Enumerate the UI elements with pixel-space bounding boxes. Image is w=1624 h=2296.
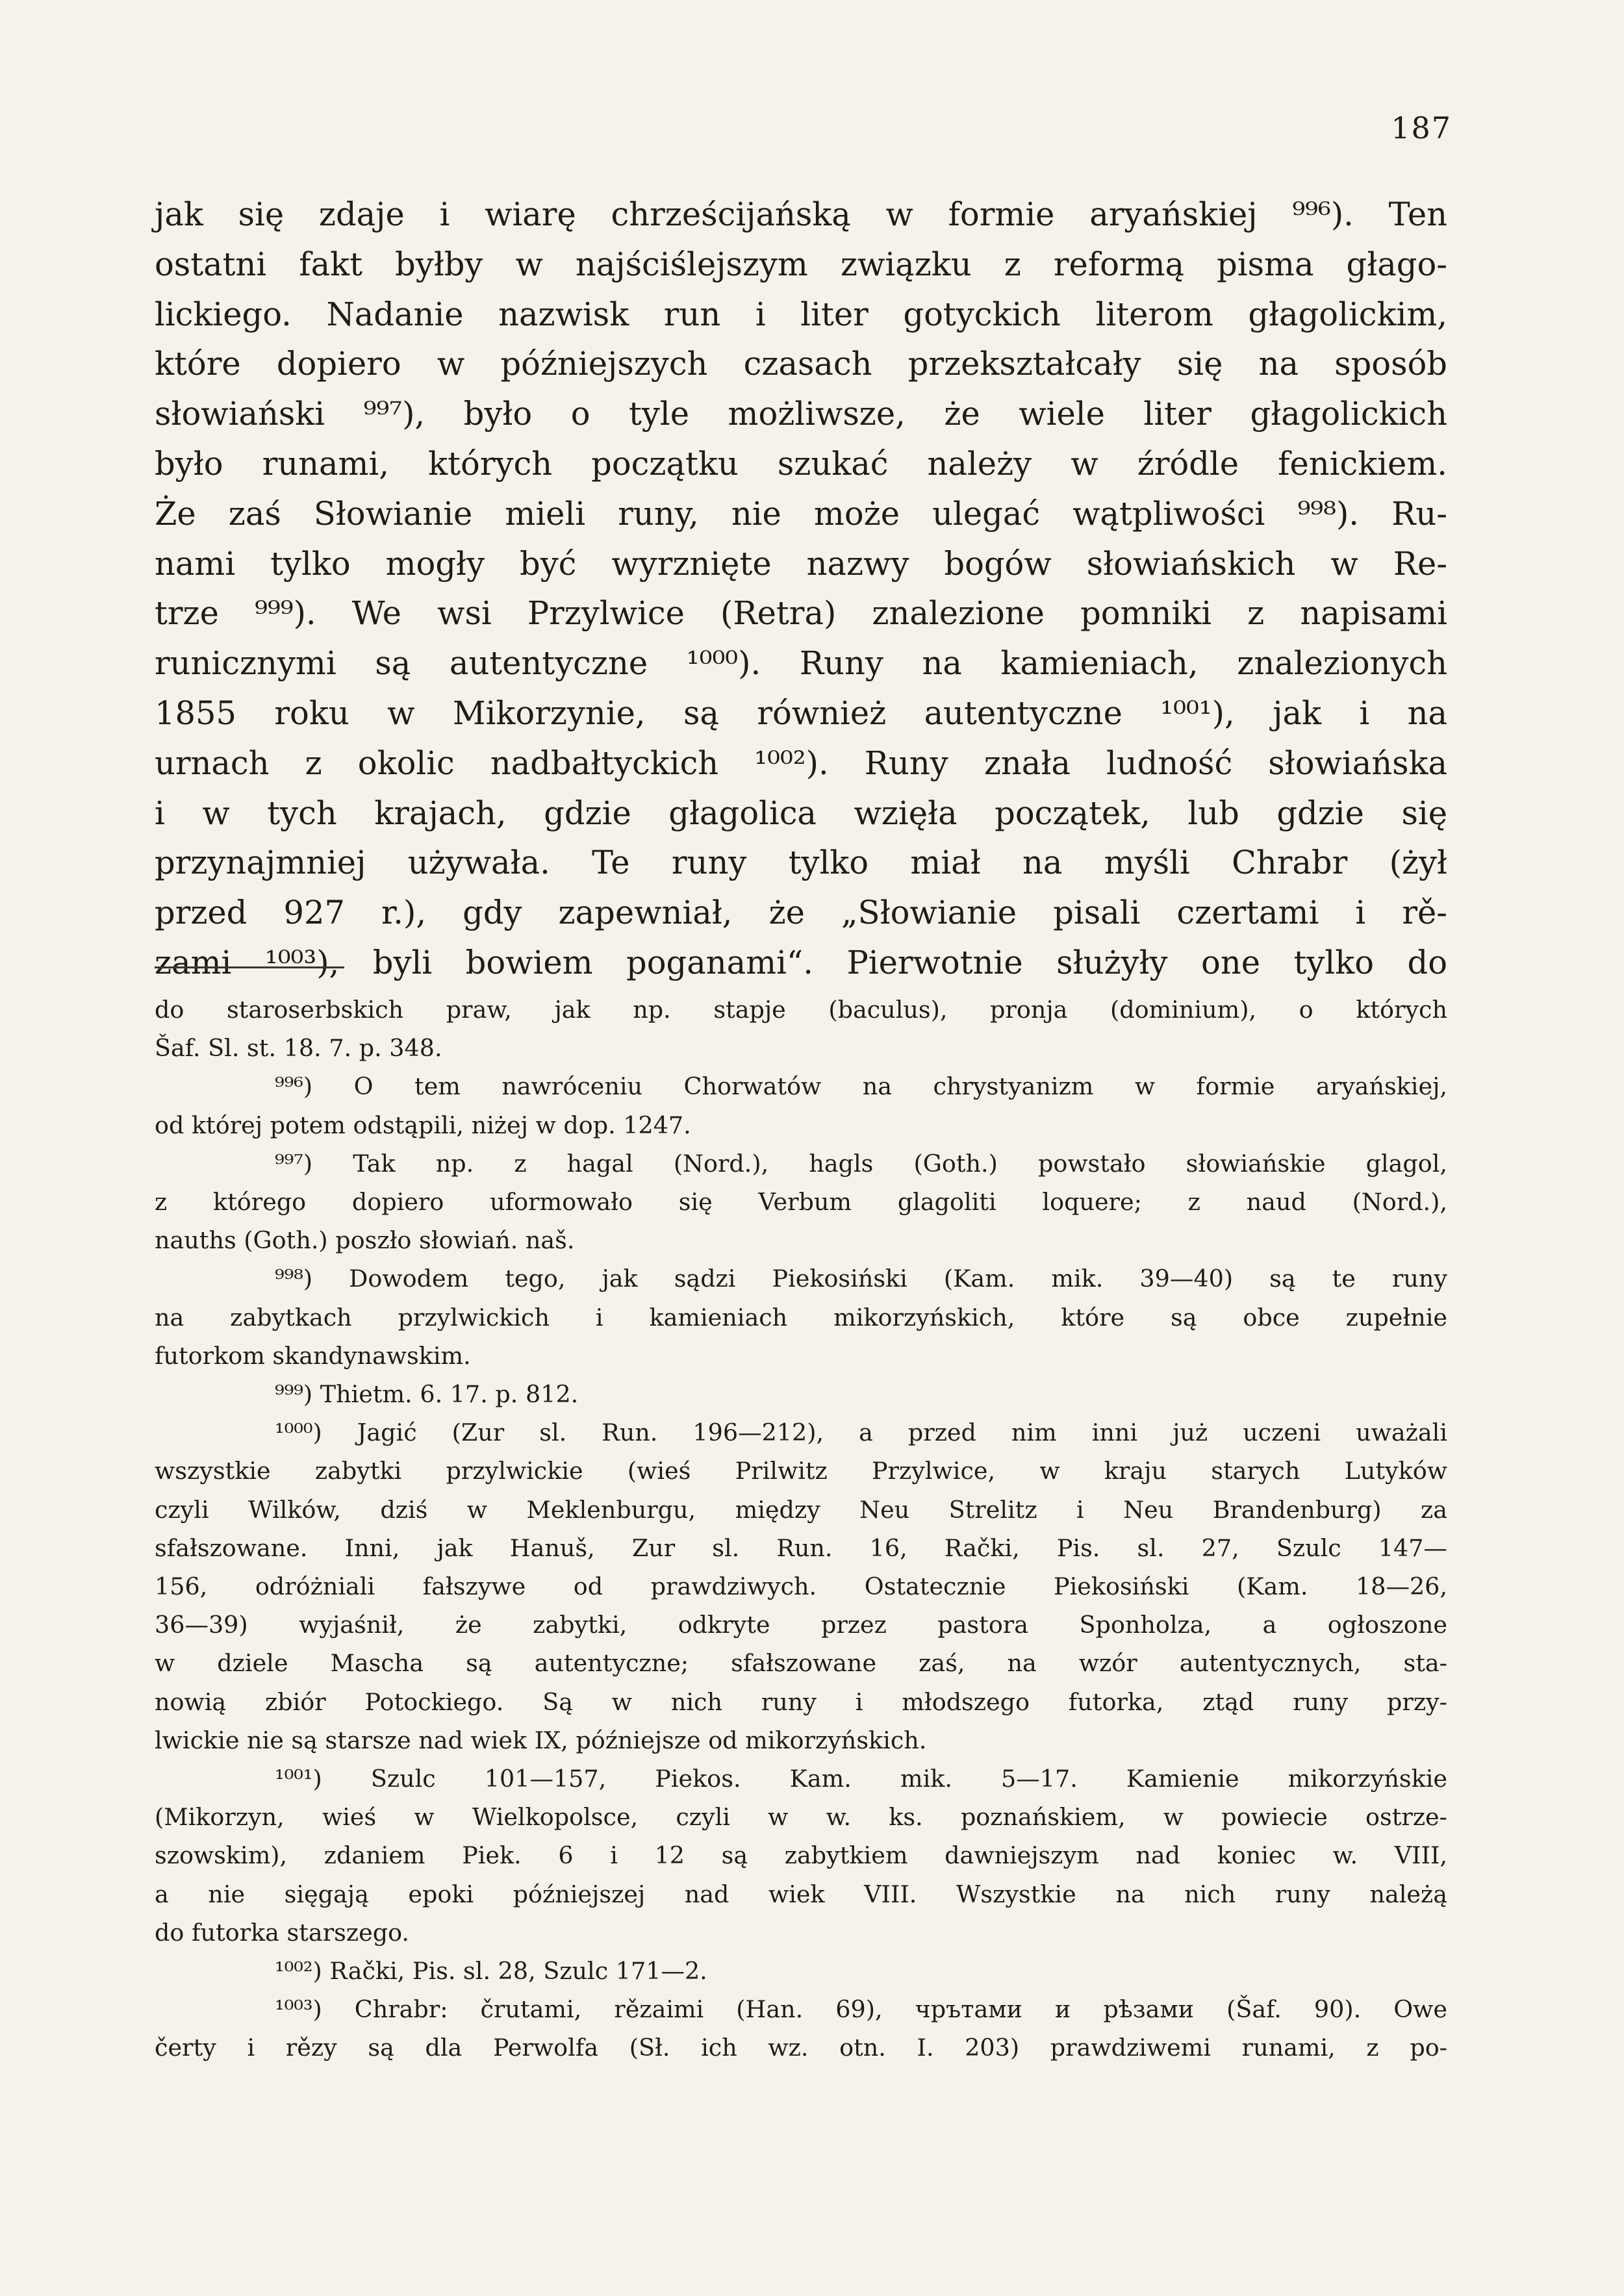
footnote-996: ⁹⁹⁶) O tem nawróceniu Chorwatów na chrystyanizm w formie aryańskiej, — [275, 1072, 1447, 1101]
main-line: ostatni fakt byłby w najściślejszym związku z reformą pisma głago- — [155, 245, 1447, 283]
main-line: Że zaś Słowianie mieli runy, nie może ulegać wątpliwości ⁹⁹⁸). Ru- — [155, 494, 1447, 533]
footnotes — [155, 990, 1447, 2067]
page-number: 187 — [1391, 110, 1452, 145]
main-line: przed 927 r.), gdy zapewniał, że „Słowianie pisali czertami i rě- — [155, 894, 1447, 932]
footnote-line: od której potem odstąpili, niżej w dop. 1247. — [155, 1111, 691, 1139]
footnote-line: w dziele Mascha są autentyczne; sfałszowane zaś, na wzór autentycznych, sta- — [155, 1649, 1447, 1678]
main-line: jak się zdaje i wiarę chrześcijańską w formie aryańskiej ⁹⁹⁶). Ten — [155, 196, 1447, 233]
main-line: przynajmniej używała. Te runy tylko miał na myśli Chrabr (żył — [155, 844, 1447, 882]
footnote-line: na zabytkach przylwickich i kamieniach mikorzyńskich, które są obce zupełnie — [155, 1303, 1447, 1331]
footnote-line: czyli Wilków, dziś w Meklenburgu, między Neu Strelitz i Neu Brandenburg) za — [155, 1495, 1447, 1524]
main-line: nami tylko mogły być wyrznięte nazwy bogów słowiańskich w Re- — [155, 544, 1447, 583]
main-line: było runami, których początku szukać należy w źródle fenickiem. — [155, 444, 1447, 483]
footnote-rule — [155, 966, 344, 968]
footnote-997: ⁹⁹⁷) Tak np. z hagal (Nord.), hagls (Goth.) powstało słowiańskie glagol, — [275, 1149, 1447, 1178]
footnote-1001: ¹⁰⁰¹) Szulc 101—157, Piekos. Kam. mik. 5—17. Kamienie mikorzyńskie — [275, 1765, 1447, 1793]
footnote-999: ⁹⁹⁹) Thietm. 6. 17. p. 812. — [275, 1380, 579, 1409]
footnote-line: do staroserbskich praw, jak np. stapje (baculus), pronja (dominium), o których — [155, 996, 1447, 1024]
footnote-line: wszystkie zabytki przylwickie (wieś Prilwitz Przylwice, w kraju starych Lutyków — [155, 1457, 1447, 1485]
main-line: trze ⁹⁹⁹). We wsi Przylwice (Retra) znalezione pomniki z napisami — [155, 594, 1447, 633]
footnote-line: lwickie nie są starsze nad wiek IX, późniejsze od mikorzyńskich. — [155, 1726, 927, 1754]
footnote-line: do futorka starszego. — [155, 1918, 410, 1947]
footnote-line: (Mikorzyn, wieś w Wielkopolsce, czyli w w. ks. poznańskiem, w powiecie ostrze- — [155, 1803, 1447, 1832]
footnote-line: szowskim), zdaniem Piek. 6 i 12 są zabytkiem dawniejszym nad koniec w. VIII, — [155, 1841, 1447, 1870]
footnote-1002: ¹⁰⁰²) Rački, Pis. sl. 28, Szulc 171—2. — [275, 1957, 707, 1986]
footnote-line: z którego dopiero uformowało się Verbum glagoliti loquere; z naud (Nord.), — [155, 1188, 1447, 1217]
footnote-line: čerty i rězy są dla Perwolfa (Sł. ich wz. otn. I. 203) prawdziwemi runami, z po- — [155, 2034, 1447, 2062]
footnote-line: nauths (Goth.) poszło słowiań. naš. — [155, 1226, 575, 1255]
main-line: słowiański ⁹⁹⁷), było o tyle możliwsze, że wiele liter głagolickich — [155, 395, 1447, 433]
footnote-1000: ¹⁰⁰⁰) Jagić (Zur sl. Run. 196—212), a przed nim inni już uczeni uważali — [275, 1419, 1447, 1447]
footnote-line: nowią zbiór Potockiego. Są w nich runy i młodszego futorka, ztąd runy przy- — [155, 1687, 1447, 1716]
main-line: 1855 roku w Mikorzynie, są również autentyczne ¹⁰⁰¹), jak i na — [155, 694, 1447, 732]
main-line: lickiego. Nadanie nazwisk run i liter gotyckich literom głagolickim, — [155, 295, 1447, 333]
main-line: runicznymi są autentyczne ¹⁰⁰⁰). Runy na kamieniach, znalezionych — [155, 644, 1447, 683]
main-text — [155, 190, 1447, 988]
main-line: zami ¹⁰⁰³), byli bowiem poganami“. Pierwotnie służyły one tylko do — [155, 943, 1447, 981]
footnote-line: sfałszowane. Inni, jak Hanuš, Zur sl. Run. 16, Rački, Pis. sl. 27, Szulc 147— — [155, 1533, 1447, 1562]
footnote-line: futorkom skandynawskim. — [155, 1341, 471, 1370]
footnote-line: Šaf. Sl. st. 18. 7. p. 348. — [155, 1034, 442, 1063]
footnote-1003: ¹⁰⁰³) Chrabr: črutami, rězaimi (Han. 69), чрътами и рѣзами (Šaf. 90). Owe — [275, 1995, 1447, 2024]
main-line: i w tych krajach, gdzie głagolica wzięła początek, lub gdzie się — [155, 794, 1447, 832]
footnote-998: ⁹⁹⁸) Dowodem tego, jak sądzi Piekosiński (Kam. mik. 39—40) są te runy — [275, 1265, 1447, 1293]
footnote-line: 36—39) wyjaśnił, że zabytki, odkryte przez pastora Sponholza, a ogłoszone — [155, 1611, 1447, 1639]
footnote-line: a nie sięgają epoki późniejszej nad wiek VIII. Wszystkie na nich runy należą — [155, 1880, 1447, 1908]
footnote-line: 156, odróżniali fałszywe od prawdziwych. Ostatecznie Piekosiński (Kam. 18—26, — [155, 1572, 1447, 1601]
main-line: które dopiero w późniejszych czasach przekształcały się na sposób — [155, 345, 1447, 383]
main-line: urnach z okolic nadbałtyckich ¹⁰⁰²). Runy znała ludność słowiańska — [155, 744, 1447, 782]
